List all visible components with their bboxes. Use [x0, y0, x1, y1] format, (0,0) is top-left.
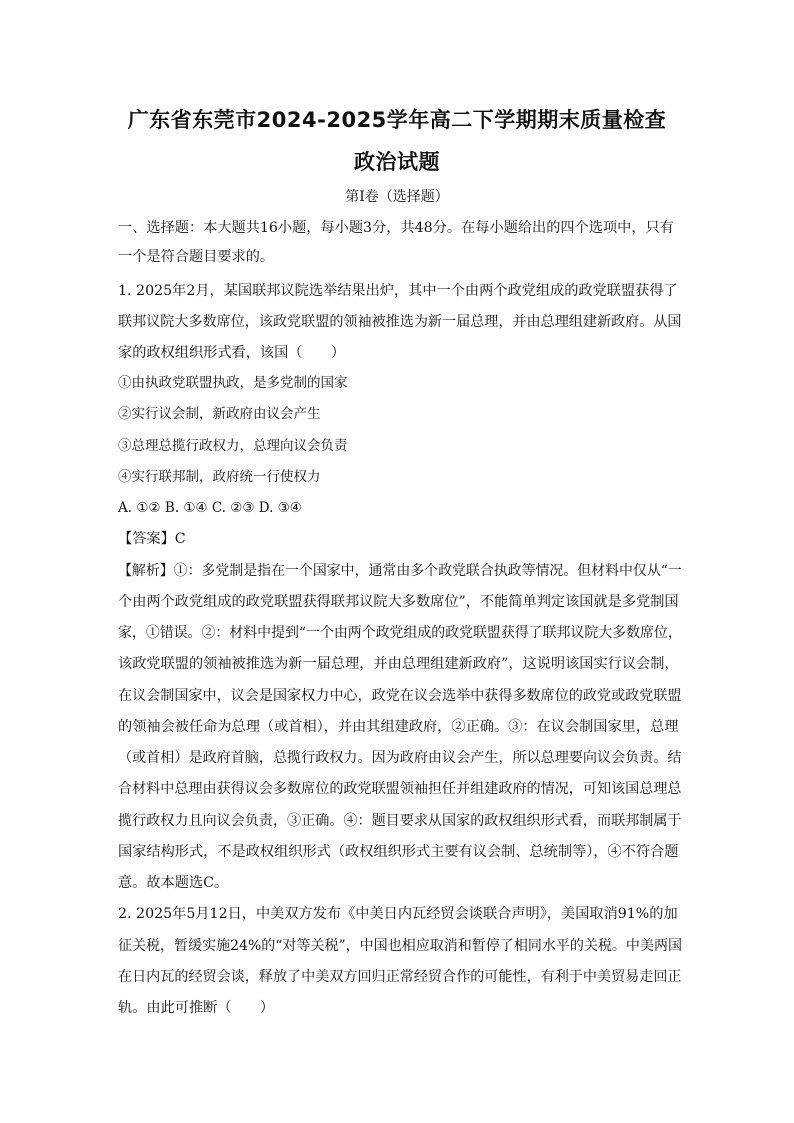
question-1-analysis: 个由两个政党组成的政党联盟获得联邦议院大多数席位”，不能简单判定该国就是多党制国 [118, 594, 679, 610]
section-subtitle: 第Ⅰ卷（选择题） [345, 189, 449, 205]
question-2-stem: 征关税，暂缓实施24%的“对等关税”，中国也相应取消和暂停了相同水平的关税。中美两国 [118, 938, 682, 954]
question-1-analysis: 国家结构形式，不是政权组织形式（政权组织形式主要有议会制、总统制等），④不符合题 [118, 844, 679, 860]
question-1-choices: A. ①② B. ①④ C. ②③ D. ③④ [118, 500, 302, 516]
question-1-stem: 联邦议院大多数席位，该政党联盟的领袖被推选为新一届总理，并由总理组建新政府。从国 [118, 314, 682, 330]
question-1-stem: 1. 2025年2月，某国联邦议院选举结果出炉，其中一个由两个政党组成的政党联盟获得了 [118, 283, 678, 299]
instructions-line: 一个是符合题目要求的。 [118, 249, 275, 265]
question-1-option: ④实行联邦制，政府统一行使权力 [118, 469, 321, 485]
question-1-analysis: （或首相）是政府首脑，总揽行政权力。因为政府由议会产生，所以总理要向议会负责。结 [118, 750, 682, 766]
question-1-analysis: 合材料中总理由获得议会多数席位的政党联盟领袖担任并组建政府的情况，可知该国总理总 [118, 781, 682, 797]
question-1-answer: 【答案】C [118, 531, 186, 547]
instructions-line: 一、选择题：本大题共16小题，每小题3分，共48分。在每小题给出的四个选项中，只有 [118, 220, 674, 236]
question-1-analysis: 该政党联盟的领袖被推选为新一届总理，并由总理组建新政府”，这说明该国实行议会制， [118, 656, 679, 672]
question-1-option: ③总理总揽行政权力，总理向议会负责 [118, 438, 348, 454]
question-1-analysis: 揽行政权力且向议会负责，③正确。④：题目要求从国家的政权组织形式看，而联邦制属于 [118, 813, 682, 829]
question-2-stem: 在日内瓦的经贸会谈，释放了中美双方回归正常经贸合作的可能性，有利于中美贸易走回正 [118, 969, 682, 985]
question-1-analysis: 的领袖会被任命为总理（或首相），并由其组建政府，②正确。③：在议会制国家里，总理 [118, 719, 679, 735]
question-1-stem: 家的政权组织形式看，该国（ ） [118, 345, 346, 361]
question-1-option: ②实行议会制，新政府由议会产生 [118, 406, 321, 422]
question-2-stem: 2. 2025年5月12日，中美双方发布《中美日内瓦经贸会谈联合声明》，美国取消91%的加 [118, 906, 678, 922]
question-1-analysis: 在议会制国家中，议会是国家权力中心，政党在议会选举中获得多数席位的政党或政党联盟 [118, 688, 682, 704]
question-1-option: ①由执政党联盟执政，是多党制的国家 [118, 375, 348, 391]
document-subject-title: 政治试题 [354, 150, 440, 174]
question-1-analysis: 家，①错误。②：材料中提到“一个由两个政党组成的政党联盟获得了联邦议院大多数席位， [118, 625, 682, 641]
question-1-analysis: 【解析】①：多党制是指在一个国家中，通常由多个政党联合执政等情况。但材料中仅从“一 [118, 563, 682, 579]
question-1-analysis: 意。故本题选C。 [118, 875, 229, 891]
document-title: 广东省东莞市2024-2025学年高二下学期期末质量检查 [127, 108, 667, 132]
question-2-stem: 轨。由此可推断（ ） [118, 1000, 275, 1016]
